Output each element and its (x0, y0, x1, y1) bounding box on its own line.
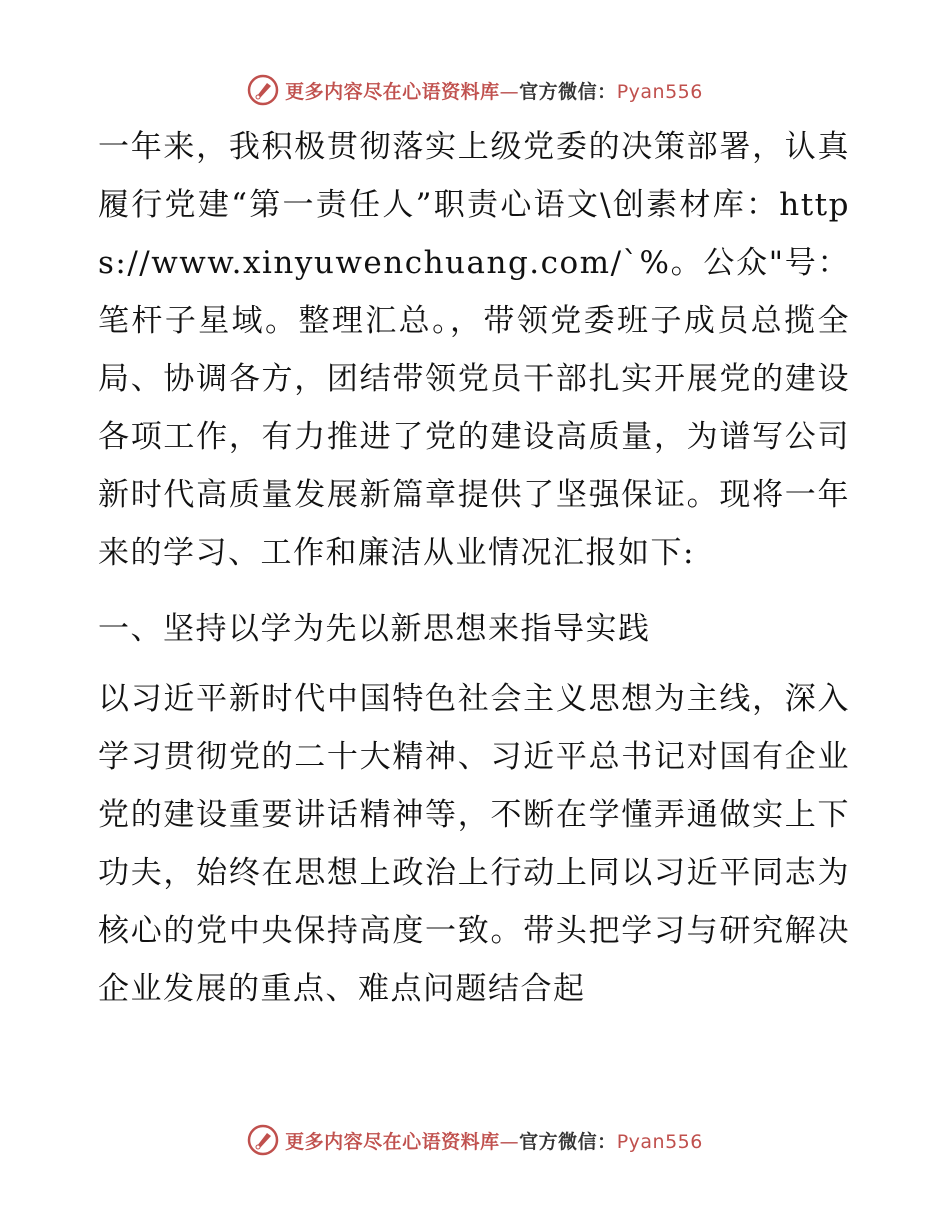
paragraph-study: 以习近平新时代中国特色社会主义思想为主线，深入学习贯彻党的二十大精神、习近平总书记对国有企业党的建设重要讲话精神等，不断在学懂弄通做实上下功夫，始终在思想上政治上行动上同以习近平同志为核心的党中央保持高度一致。带头把学习与研究解决企业发展的重点、难点问题结合起 (98, 681, 850, 1007)
banner-wechat-label: 官方微信： (519, 80, 617, 103)
banner-wechat-id: Pyan556 (616, 80, 703, 103)
banner-brand: 更多内容尽在心语资料库 (285, 1130, 500, 1153)
banner-dash: — (499, 80, 520, 103)
footer-watermark-banner (0, 1120, 950, 1160)
banner-text (285, 77, 703, 104)
banner-brand: 更多内容尽在心语资料库 (285, 80, 500, 103)
banner-text (285, 1127, 703, 1154)
section-heading-1: 一、坚持以学为先以新思想来指导实践 (98, 611, 651, 647)
header-watermark-banner (0, 70, 950, 110)
banner-wechat-id: Pyan556 (616, 1130, 703, 1153)
banner-wechat-label: 官方微信： (519, 1130, 617, 1153)
pen-nib-logo-icon (247, 1124, 279, 1156)
paragraph-intro: 一年来，我积极贯彻落实上级党委的决策部署，认真履行党建“第一责任人”职责心语文\创素材库：https://www.xinyuwenchuang.com/`%。公众"号：笔杆子星域。整理汇总。，带领党委班子成员总揽全局、协调各方，团结带领党员干部扎实开展党的建设各项工作，有力推进了党的建设高质量，为谱写公司新时代高质量发展新篇章提供了坚强保证。现将一年来的学习、工作和廉洁从业情况汇报如下: (98, 129, 850, 571)
document-body (98, 118, 850, 1018)
pen-nib-logo-icon (247, 74, 279, 106)
banner-dash: — (499, 1130, 520, 1153)
